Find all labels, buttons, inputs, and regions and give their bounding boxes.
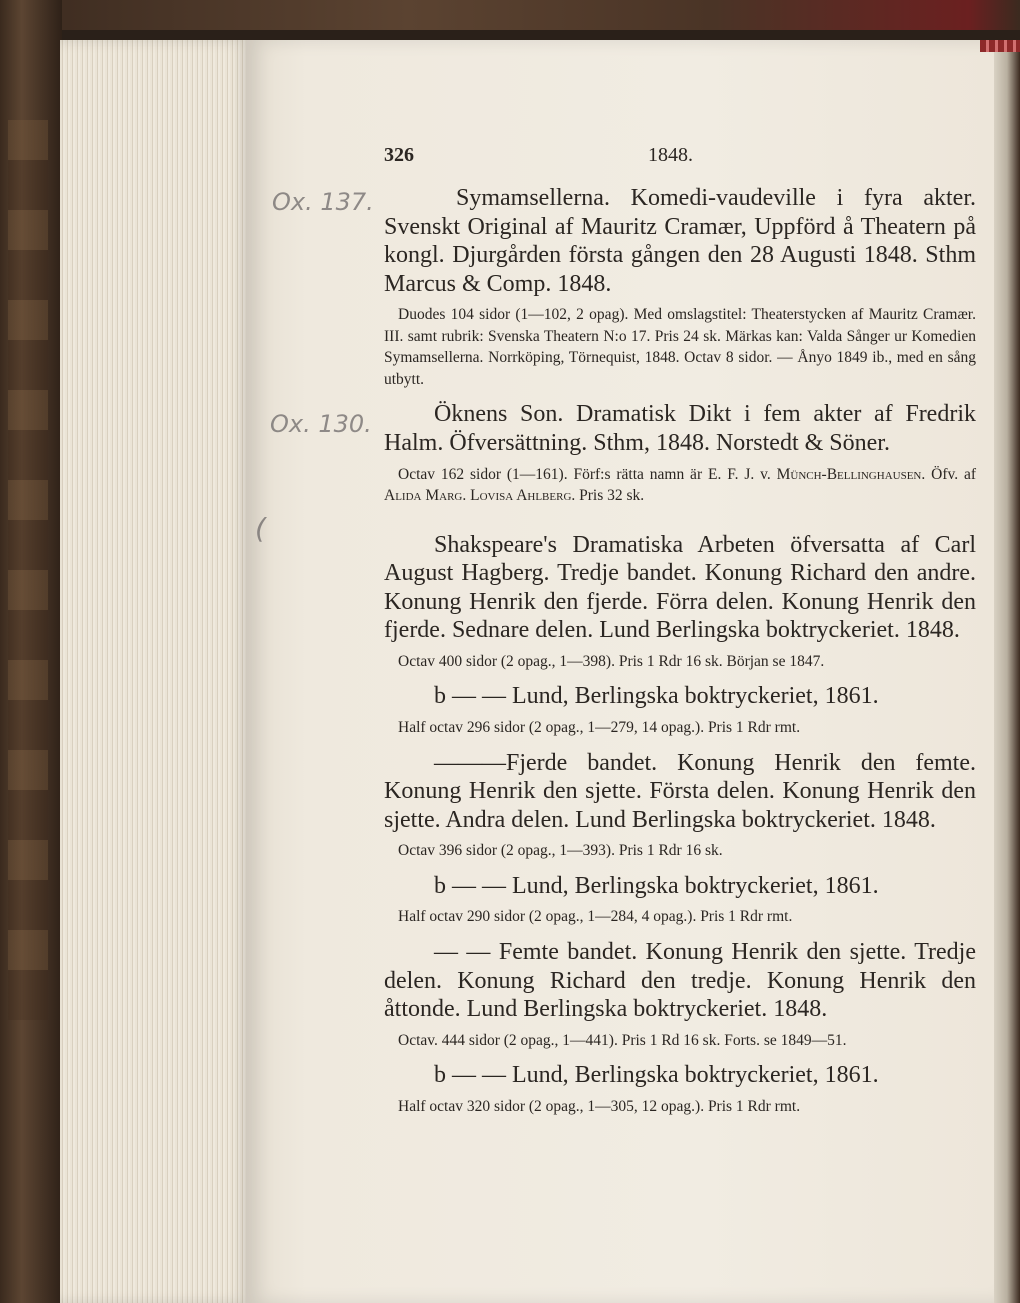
page-edges (60, 40, 250, 1303)
handwritten-note-1: Ox. 137. (272, 188, 374, 216)
handwritten-mark: ( (255, 512, 266, 545)
page-header (384, 144, 976, 174)
entry-shakspeare-vol3 (384, 531, 976, 673)
entry-detail: Octav 400 sidor (2 opag., 1—398). Pris 1 Rdr 16 sk. Början se 1847. (398, 652, 825, 670)
entry-detail: Octav. 444 sidor (2 opag., 1—441). Pris 1 Rd 16 sk. Forts. se 1849—51. (398, 1031, 847, 1049)
running-head-year: 1848. (648, 144, 693, 166)
book-cover-right (994, 40, 1020, 1303)
entry-shakspeare-vol4 (384, 749, 976, 862)
entry-vol4-reprint (384, 872, 976, 928)
entry-oknens-son (384, 400, 976, 506)
entry-detail: Half octav 290 sidor (2 opag., 1—284, 4 opag.). Pris 1 Rdr rmt. (398, 908, 793, 926)
entry-detail (384, 464, 976, 507)
entry-title: ———Fjerde bandet. Konung Henrik den femte. Konung Henrik den sjette. Första delen. Konung Henrik den sjette. Andra delen. Lund Berlingska boktryckeriet. 1848. (384, 749, 976, 833)
entry-detail: Half octav 320 sidor (2 opag., 1—305, 12 opag.). Pris 1 Rdr rmt. (398, 1097, 801, 1115)
book-cover-top (0, 0, 1020, 30)
detail-text: Octav 162 sidor (1—161). Förf:s rätta namn är E. F. J. v. (398, 465, 771, 483)
page-content (384, 144, 976, 1117)
entry-symamsellerna (384, 184, 976, 390)
entry-title: — — Femte bandet. Konung Henrik den sjette. Tredje delen. Konung Richard den tredje. Konung Henrik den åttonde. Lund Berlingska boktryckeriet. 1848. (384, 938, 976, 1023)
entry-title: Symamsellerna. Komedi-vaudeville i fyra akter. Svenskt Original af Mauritz Cramær, Uppförd å Theatern på kongl. Djurgården första gången den 28 Augusti 1848. Sthm Marcus & Comp. 1848. (384, 185, 976, 297)
entry-vol5-reprint (384, 1061, 976, 1117)
page-number: 326 (384, 144, 414, 166)
detail-text: Pris 32 sk. (579, 487, 645, 505)
entry-shakspeare-vol5 (384, 938, 976, 1051)
translator-name-smallcaps: Alida Marg. Lovisa Ahlberg. (384, 487, 576, 505)
author-name-smallcaps: Münch-Bellinghausen. (776, 465, 926, 483)
entry-title: b — — Lund, Berlingska boktryckeriet, 1861. (434, 872, 879, 899)
entry-title: Öknens Son. Dramatisk Dikt i fem akter af Fredrik Halm. Öfversättning. Sthm, 1848. Norstedt & Söner. (384, 401, 976, 456)
bookmark-ribbon (980, 40, 1020, 52)
entry-vol3-reprint (384, 682, 976, 738)
entry-title: Shakspeare's Dramatiska Arbeten öfversatta af Carl August Hagberg. Tredje bandet. Konung Richard den andre. Konung Henrik den fjerde. Förra delen. Konung Henrik den fjerde. Sednare delen. Lund Berlingska boktryckeriet. 1848. (384, 531, 976, 644)
entry-detail: Half octav 296 sidor (2 opag., 1—279, 14 opag.). Pris 1 Rdr rmt. (398, 719, 801, 737)
entry-title: b — — Lund, Berlingska boktryckeriet, 1861. (434, 1062, 879, 1089)
entry-detail: Duodes 104 sidor (1—102, 2 opag). Med omslagstitel: Theaterstycken af Mauritz Cramær. III. samt rubrik: Svenska Theatern N:o 17. Pris 24 sk. Märkas kan: Valda Sånger ur Komedien Symamsellerna. Norrköping, Törnequist, 1848. Octav 8 sidor. — Ånyo 1849 ib., med en sång utbytt. (384, 306, 976, 388)
entry-title: b — — Lund, Berlingska boktryckeriet, 1861. (434, 683, 879, 710)
detail-text: Öfv. af (931, 465, 977, 483)
handwritten-note-2: Ox. 130. (270, 410, 372, 438)
entry-detail: Octav 396 sidor (2 opag., 1—393). Pris 1 Rdr 16 sk. (398, 842, 723, 860)
book-cover-spine (0, 0, 62, 1303)
